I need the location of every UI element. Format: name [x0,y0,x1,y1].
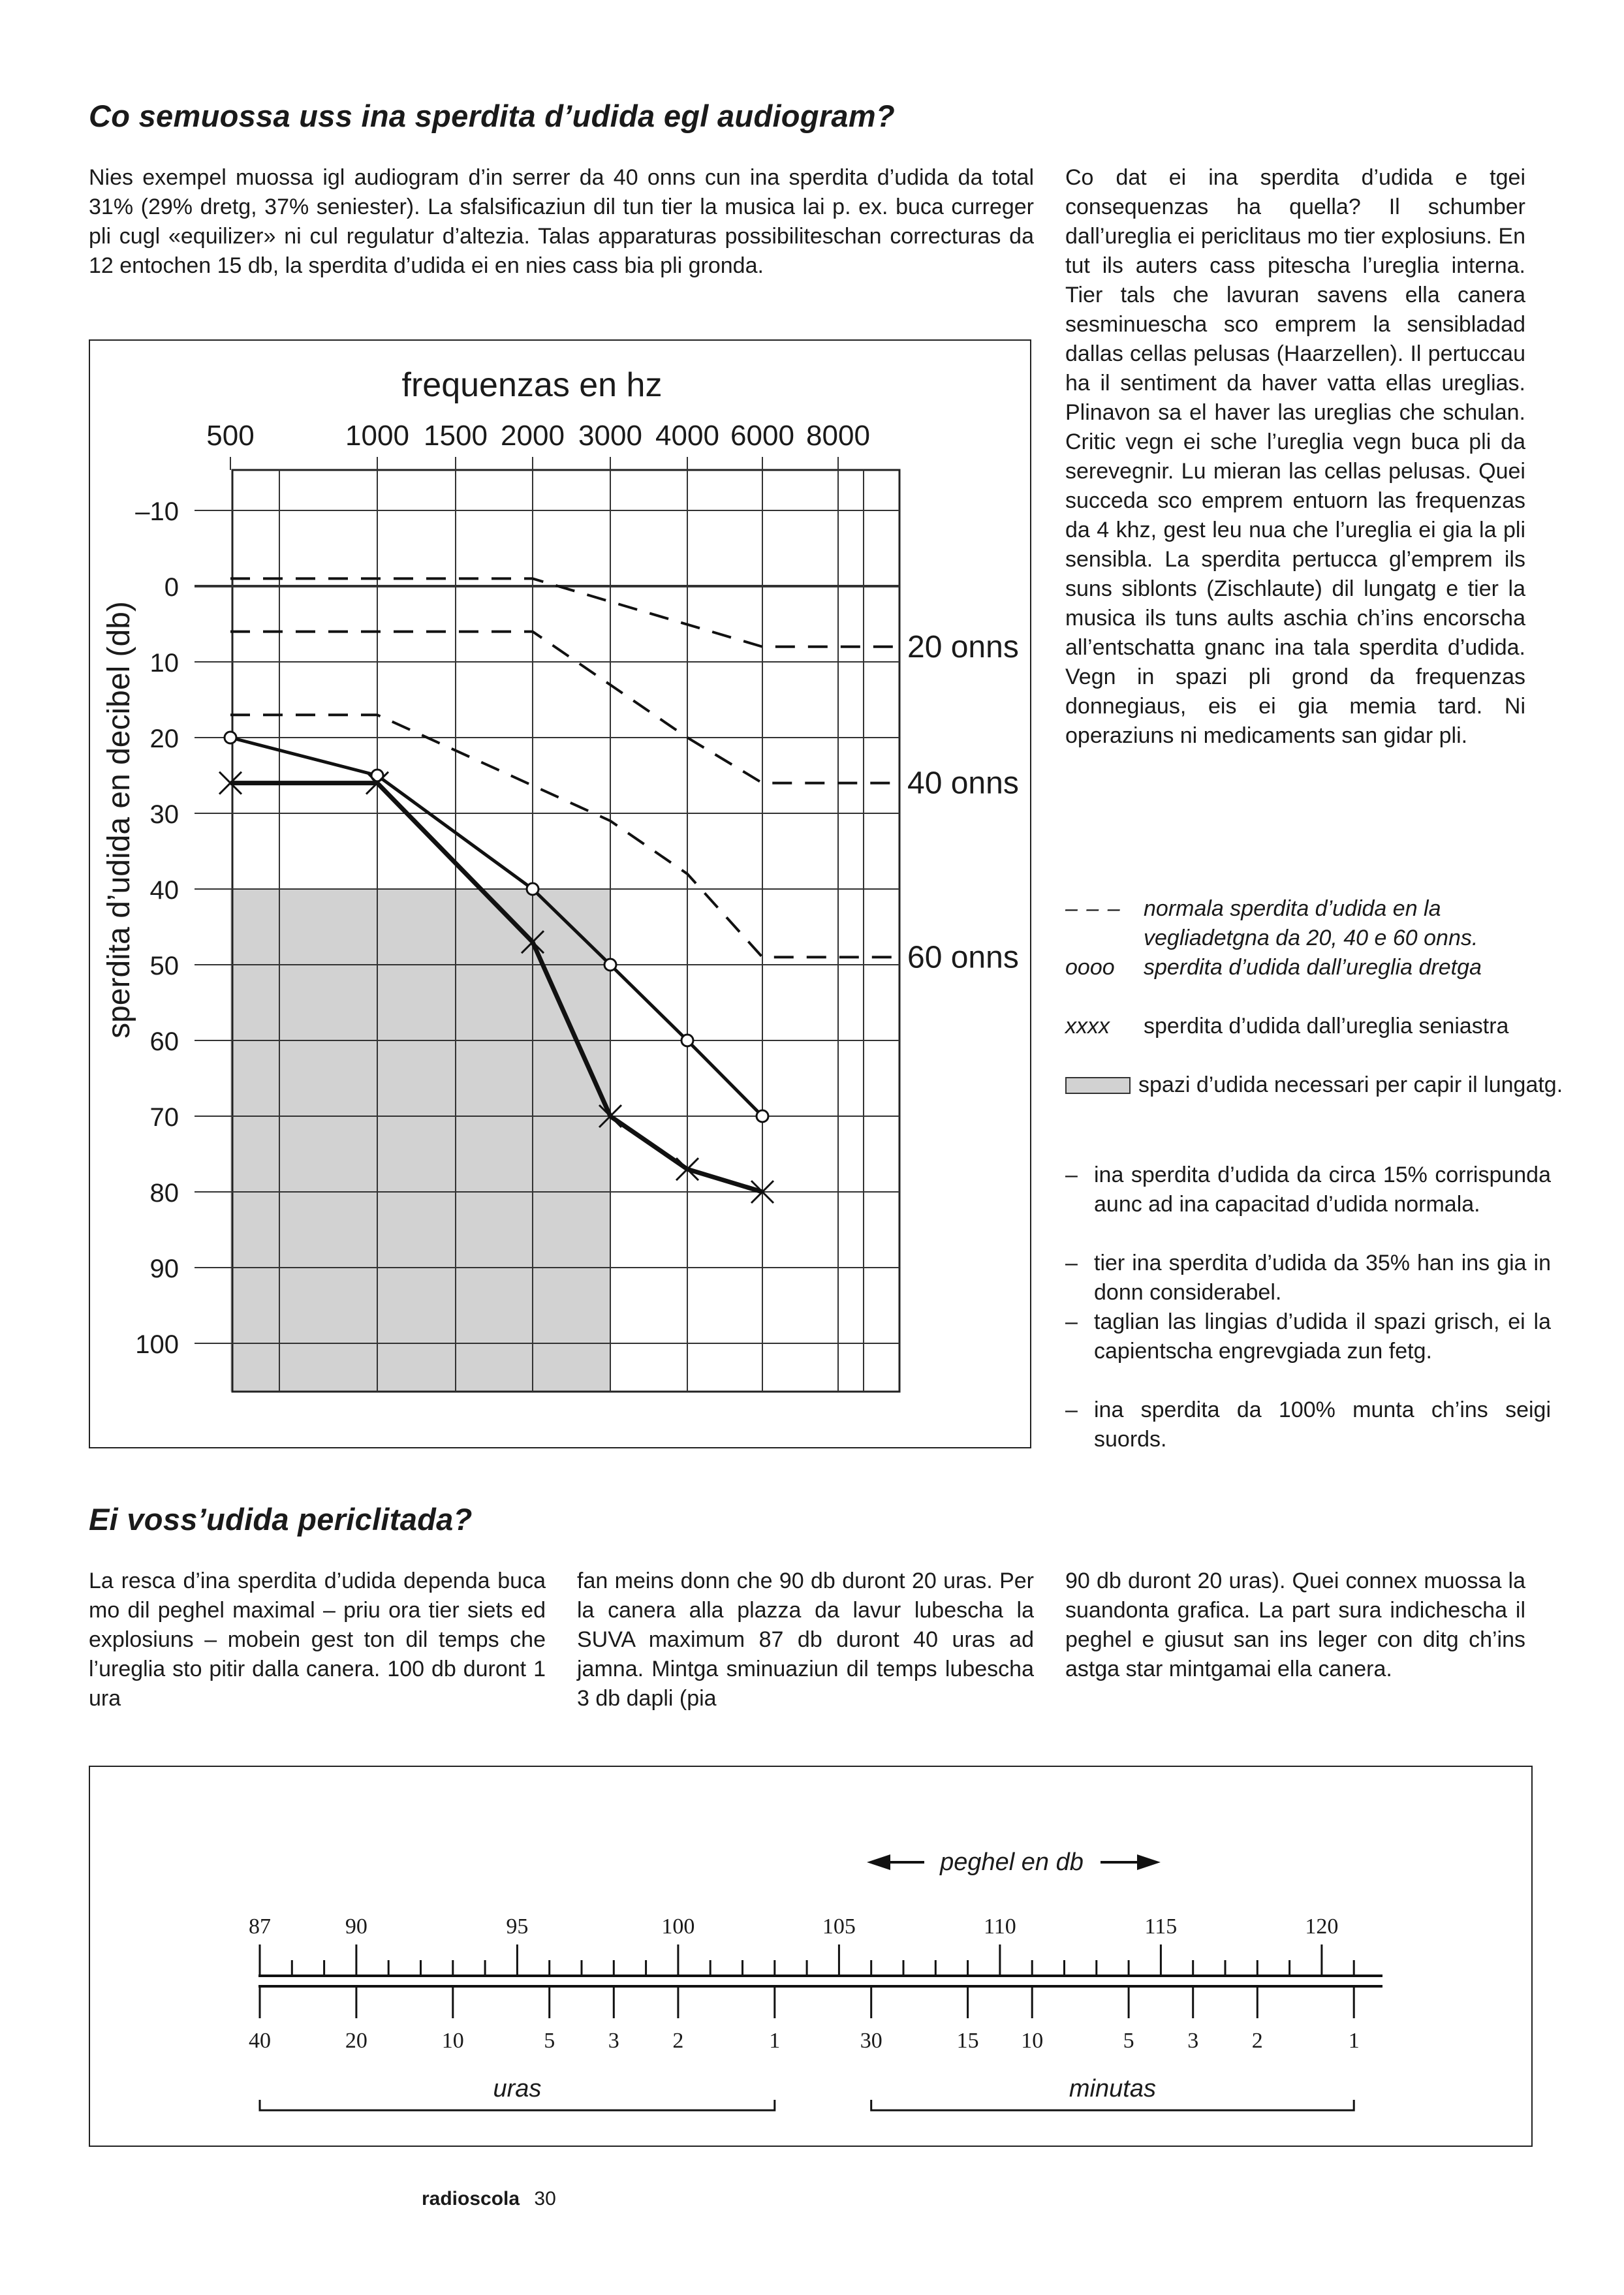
legend-key-dashed: – – – [1065,896,1121,921]
right-ear-point [527,883,539,895]
y-tick-label: –10 [135,497,179,526]
series-label: 60 onns [907,940,1019,975]
right-ear-point [225,732,236,743]
y-tick-label: 80 [149,1179,179,1208]
y-tick-label: 10 [149,649,179,678]
intro-paragraph: Nies exempel muossa igl audiogram d’in serrer da 40 onns cun ina sperdita d’udida da total 31% (29% dretg, 37% seniester). La sfalsificaziun dil tun tier la musica lai p. ex. buca curreger pli cugl «equilizer» ni cul regulatur d’altezia. Talas apparaturas possibiliteschan correcturas da 12 entochen 15 db, la sperdita d’udida ei en nies cass bia pli gronda. [89,165,1034,278]
time-label: 2 [672,2029,684,2053]
bullet-item: – ina sperdita da 100% munta ch’ins seigi suords. [1065,1397,1551,1452]
series-label: 40 onns [907,766,1019,801]
x-tick-label: 4000 [655,420,719,452]
y-tick-label: 70 [149,1103,179,1132]
page-footer [422,2188,556,2210]
explanation-paragraph: Co dat ei ina sperdita d’udida e tgei consequenzas ha quella? Il schumber dall’ureglia ei periclitaus mo tier explosiuns. En tut ils auters cass pitescha l’ureglia interna. Tier tals che lavuran savens ella canera sesminuescha sco emprem la sensibladad dallas cellas pelusas (Haarzellen). Il pertuccau ha il sentiment da haver vatta ellas ureglias. Plinavon sa el haver las ureglias che schulan. Critic vegn ei sche l’ureglia vegn buca pli da serevegnir. Lu mieran las cellas pelusas. Quei succeda sco emprem entuorn las frequenzas da 4 khz, gest leu nua che l’ureglia ei gia la pli sensibla. La sperdita pertucca gl’emprem ils suns siblonts (Zischlaute) dil lungatg e tier la musica ils tuns aults aschia ch’ins encorscha all’entschatta gnanc ina tala sperdita d’udida. Vegn in spazi pli grond da frequenzas donnegiaus, eis ei gia memia tard. Ni operaziuns ni medicaments san gidar pli. [1065,165,1525,748]
legend-label-normal: normala sperdita d’udida en la vegliadetgna da 20, 40 e 60 onns. [1144,896,1478,950]
bullet-item: – ina sperdita d’udida da circa 15% corrispunda aunc ad ina capacitad d’udida normala. [1065,1163,1551,1217]
y-tick-label: 100 [135,1330,179,1359]
page-number: 30 [534,2188,556,2209]
x-tick-label: 2000 [501,420,565,452]
y-tick-label: 50 [149,952,179,980]
time-label: 5 [544,2029,555,2053]
time-label: 1 [1348,2029,1360,2053]
db-label: 115 [1144,1914,1178,1939]
noise-scale-frame [89,1766,1533,2147]
db-label: 105 [822,1914,856,1939]
time-label: 40 [249,2029,271,2053]
time-label: 3 [1187,2029,1199,2053]
legend-label-right-ear: sperdita d’udida dall’ureglia dretga [1144,955,1482,980]
time-label: 1 [769,2029,781,2053]
section-heading-audiogram: Co semuossa uss ina sperdita d’udida egl audiogram? [89,99,895,133]
y-tick-label: 30 [149,800,179,829]
right-ear-point [681,1035,693,1046]
bracket-label-hours: uras [493,2075,542,2102]
y-tick-label: 40 [149,876,179,905]
legend-item-speech-area [1065,1070,1574,1129]
db-label: 87 [249,1914,271,1939]
bracket-label-minutes: minutas [1069,2075,1156,2102]
y-tick-label: 0 [164,573,179,602]
db-label: 120 [1305,1914,1339,1939]
normal-hearing-curve-3 [230,632,899,783]
publication-name: radioscola [422,2188,520,2209]
x-tick-label: 500 [206,420,255,452]
right-ear-point [757,1110,768,1122]
legend-item-normal [1065,894,1574,953]
column-text-1: La resca d’ina sperdita d’udida dependa buca mo dil peghel maximal – priu ora tier siets ed explosiuns – mobein gest ton dil temps che l’ureglia sto pitir dalla canera. 100 db duront 1 ura [89,1569,546,1711]
legend-key-circles: oooo [1065,955,1115,980]
legend-key-crosses: xxxx [1065,1014,1110,1038]
x-tick-label: 1500 [424,420,488,452]
x-tick-label: 3000 [578,420,642,452]
db-label: 100 [661,1914,695,1939]
series-label: 20 onns [907,629,1019,664]
column-text-2: fan meins donn che 90 db duront 20 uras. Per la canera alla plazza da lavur lubescha la SUVA maximum 87 db duront 40 uras ad jamna. Mintga sminuaziun dil temps lubescha 3 db dapli (pia [577,1569,1034,1711]
time-label: 20 [345,2029,367,2053]
bullet-item: – taglian las lingias d’udida il spazi grisch, ei la capientscha engrevgiada zun fetg. [1065,1309,1551,1364]
y-tick-label: 60 [149,1027,179,1056]
column-text-3: 90 db duront 20 uras). Quei connex muossa la suandonta grafica. La part sura indichescha il peghel e giusut san ins leger con ditg ch’ins astga star mintgamai ella canera. [1065,1569,1525,1681]
y-tick-label: 20 [149,725,179,753]
right-ear-point [604,959,616,971]
legend-item-left-ear [1065,1012,1574,1070]
x-tick-label: 8000 [806,420,870,452]
legend-label-left-ear: sperdita d’udida dall’ureglia seniastra [1144,1014,1509,1038]
arrow-head-right [1137,1854,1161,1870]
x-tick-label: 1000 [345,420,409,452]
legend-label-speech-area: spazi d’udida necessari per capir il lungatg. [1138,1072,1563,1097]
time-label: 10 [1021,2029,1044,2053]
time-label: 2 [1251,2029,1263,2053]
db-label: 95 [506,1914,529,1939]
normal-hearing-curve-2 [230,578,899,646]
chart-title: frequenzas en hz [401,366,663,404]
db-label: 110 [984,1914,1016,1939]
noise-exposure-scale [90,1767,1531,2146]
time-label: 15 [956,2029,979,2053]
section-heading-hearing-risk: Ei voss’udida periclitada? [89,1502,473,1537]
y-tick-label: 90 [149,1255,179,1283]
time-label: 3 [608,2029,619,2053]
scale-title: peghel en db [940,1849,1084,1876]
y-axis-label: sperdita d’udida en decibel (db) [102,601,136,1038]
audiogram-chart [90,341,1030,1447]
db-label: 90 [345,1914,367,1939]
time-label: 10 [441,2029,464,2053]
legend-item-right-ear [1065,953,1574,1012]
time-label: 5 [1123,2029,1134,2053]
audiogram-frame [89,339,1031,1448]
x-tick-label: 6000 [730,420,794,452]
time-label: 30 [860,2029,882,2053]
legend-key-grey-swatch [1065,1077,1131,1094]
arrow-head-left [867,1854,890,1870]
bullet-item: – tier ina sperdita d’udida da 35% han ins gia in donn considerabel. [1065,1251,1551,1305]
